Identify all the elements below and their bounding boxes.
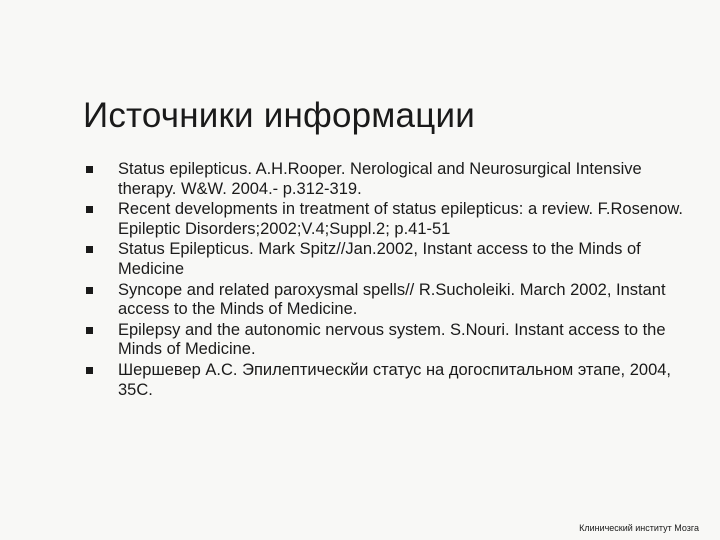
sources-list <box>86 160 686 401</box>
square-bullet-icon <box>86 367 93 374</box>
list-item <box>86 200 686 239</box>
source-text: Epilepsy and the autonomic nervous system. S.Nouri. Instant access to the Minds of Medicine. <box>118 320 666 359</box>
list-item <box>86 240 686 279</box>
square-bullet-icon <box>86 327 93 334</box>
square-bullet-icon <box>86 206 93 213</box>
source-text: Syncope and related paroxysmal spells// R.Sucholeiki. March 2002, Instant access to the Minds of Medicine. <box>118 280 666 319</box>
source-text: Status epilepticus. A.H.Rooper. Nerological and Neurosurgical Intensive therapy. W&W. 2004.- p.312-319. <box>118 160 642 198</box>
list-item <box>86 281 686 320</box>
source-text: Status Epilepticus. Mark Spitz//Jan.2002, Instant access to the Minds of Medicine <box>118 240 641 278</box>
list-item <box>86 361 686 400</box>
slide-title: Источники информации <box>83 96 475 136</box>
square-bullet-icon <box>86 287 93 294</box>
source-text: Шершевер А.С. Эпилептическйи статус на догоспитальном этапе, 2004, 35С. <box>118 360 672 399</box>
list-item <box>86 160 686 199</box>
source-text: Recent developments in treatment of status epilepticus: a review. F.Rosenow. Epileptic Disorders;2002;V.4;Suppl.2; p.41-51 <box>118 200 683 238</box>
list-item <box>86 321 686 360</box>
square-bullet-icon <box>86 246 93 253</box>
footer-institution: Клинический институт Мозга <box>579 523 699 533</box>
square-bullet-icon <box>86 166 93 173</box>
